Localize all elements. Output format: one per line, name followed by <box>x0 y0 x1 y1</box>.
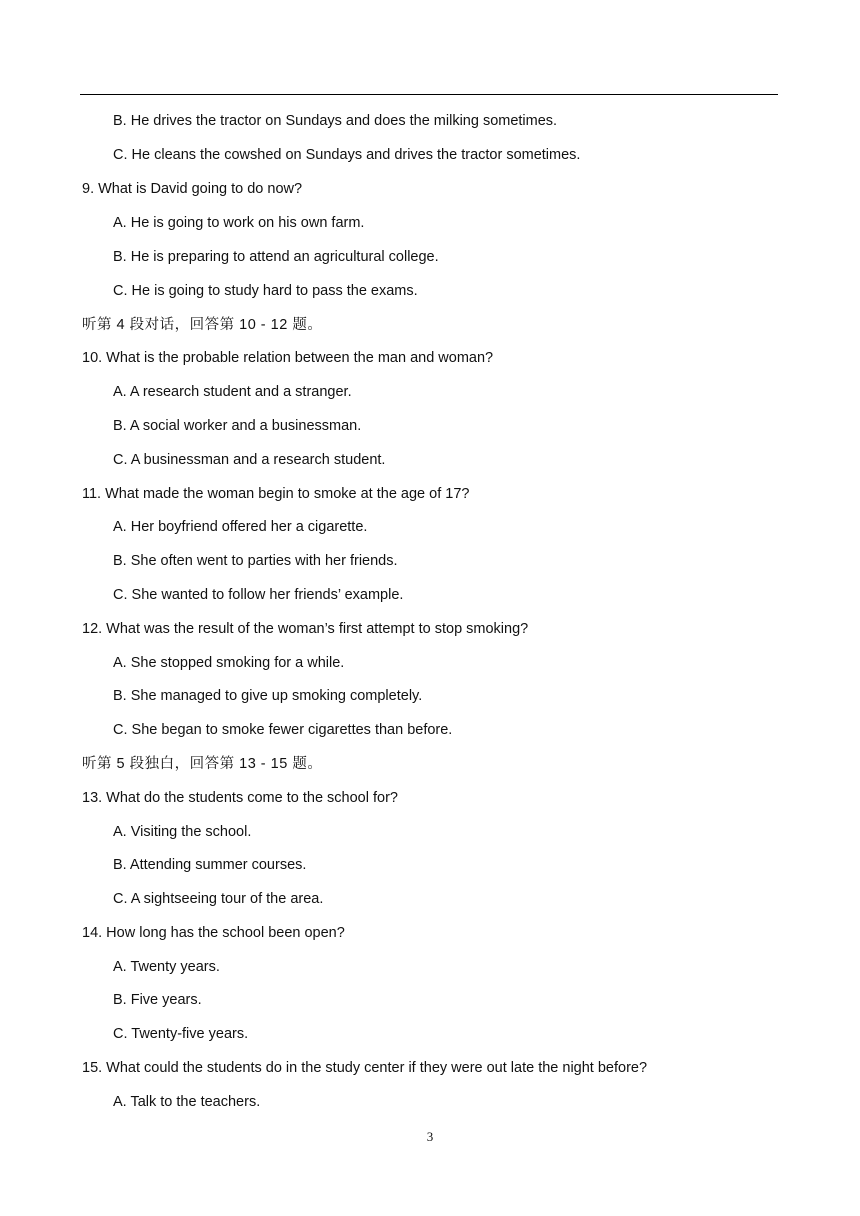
header-rule <box>80 94 778 95</box>
option-line: C. She wanted to follow her friends’ example. <box>113 587 404 603</box>
option-line: B. A social worker and a businessman. <box>113 418 362 434</box>
option-line: B. Five years. <box>113 992 202 1008</box>
option-line: B. He drives the tractor on Sundays and does the milking sometimes. <box>113 113 558 129</box>
option-line: A. He is going to work on his own farm. <box>113 215 365 231</box>
option-line: C. He is going to study hard to pass the exams. <box>113 283 418 299</box>
question-line: 11. What made the woman begin to smoke at the age of 17? <box>82 486 470 502</box>
option-line: A. Talk to the teachers. <box>113 1094 261 1110</box>
option-line: C. She began to smoke fewer cigarettes than before. <box>113 722 453 738</box>
option-line: C. Twenty-five years. <box>113 1026 249 1042</box>
page-number: 3 <box>426 1129 434 1144</box>
option-line: C. A sightseeing tour of the area. <box>113 891 324 907</box>
question-line: 10. What is the probable relation between the man and woman? <box>82 350 494 366</box>
question-line: 12. What was the result of the woman’s first attempt to stop smoking? <box>82 621 529 637</box>
option-line: A. Visiting the school. <box>113 824 252 840</box>
option-line: A. Her boyfriend offered her a cigarette. <box>113 519 368 535</box>
section-instruction: 听第 5 段独白，回答第 13 - 15 题。 <box>82 756 323 772</box>
option-line: A. A research student and a stranger. <box>113 384 352 400</box>
question-line: 14. How long has the school been open? <box>82 925 345 941</box>
question-line: 9. What is David going to do now? <box>82 181 303 197</box>
option-line: C. He cleans the cowshed on Sundays and drives the tractor sometimes. <box>113 147 581 163</box>
option-line: A. Twenty years. <box>113 959 220 975</box>
option-line: A. She stopped smoking for a while. <box>113 655 345 671</box>
option-line: B. She managed to give up smoking completely. <box>113 688 423 704</box>
question-line: 15. What could the students do in the study center if they were out late the night before? <box>82 1060 648 1076</box>
option-line: B. She often went to parties with her friends. <box>113 553 398 569</box>
section-instruction: 听第 4 段对话，回答第 10 - 12 题。 <box>82 317 323 333</box>
option-line: B. Attending summer courses. <box>113 857 307 873</box>
question-line: 13. What do the students come to the school for? <box>82 790 398 806</box>
option-line: C. A businessman and a research student. <box>113 452 386 468</box>
option-line: B. He is preparing to attend an agricultural college. <box>113 249 439 265</box>
